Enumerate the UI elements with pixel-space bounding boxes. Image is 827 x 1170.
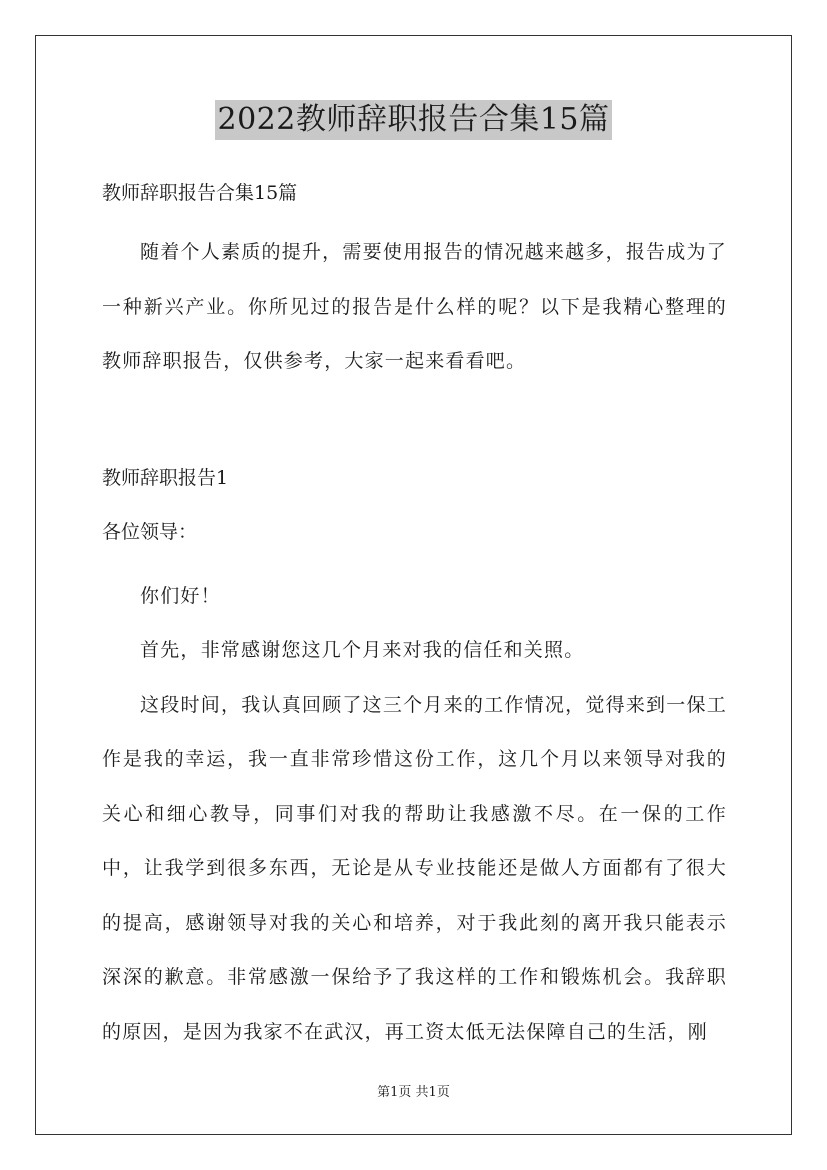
document-title: 2022教师辞职报告合集15篇 <box>215 100 611 140</box>
paragraph-thanks: 首先，非常感谢您这几个月来对我的信任和关照。 <box>140 639 585 661</box>
title-container <box>0 100 827 140</box>
section-heading: 教师辞职报告1 <box>102 466 229 489</box>
salutation: 各位领导： <box>102 520 198 543</box>
page-footer: 第1页 共1页 <box>377 1085 450 1100</box>
intro-paragraph: 随着个人素质的提升，需要使用报告的情况越来越多，报告成为了一种新兴产业。你所见过的报告是什么样的呢？以下是我精心整理的教师辞职报告，仅供参考，大家一起来看看吧。 <box>102 241 727 372</box>
document-subtitle: 教师辞职报告合集15篇 <box>102 182 298 204</box>
paragraph-reason: 这段时间，我认真回顾了这三个月来的工作情况，觉得来到一保工作是我的幸运，我一直非常珍惜这份工作，这几个月以来领导对我的关心和细心教导，同事们对我的帮助让我感激不尽。在一保的工作中，让我学到很多东西，无论是从专业技能还是做人方面都有了很大的提高，感谢领导对我的关心和培养，对于我此刻的离开我只能表示深深的歉意。非常感激一保给予了我这样的工作和锻炼机会。我辞职的原因，是因为我家不在武汉，再工资太低无法保障自己的生活，刚 <box>102 693 727 1043</box>
greeting: 你们好！ <box>140 584 221 607</box>
document-body <box>102 174 727 1059</box>
